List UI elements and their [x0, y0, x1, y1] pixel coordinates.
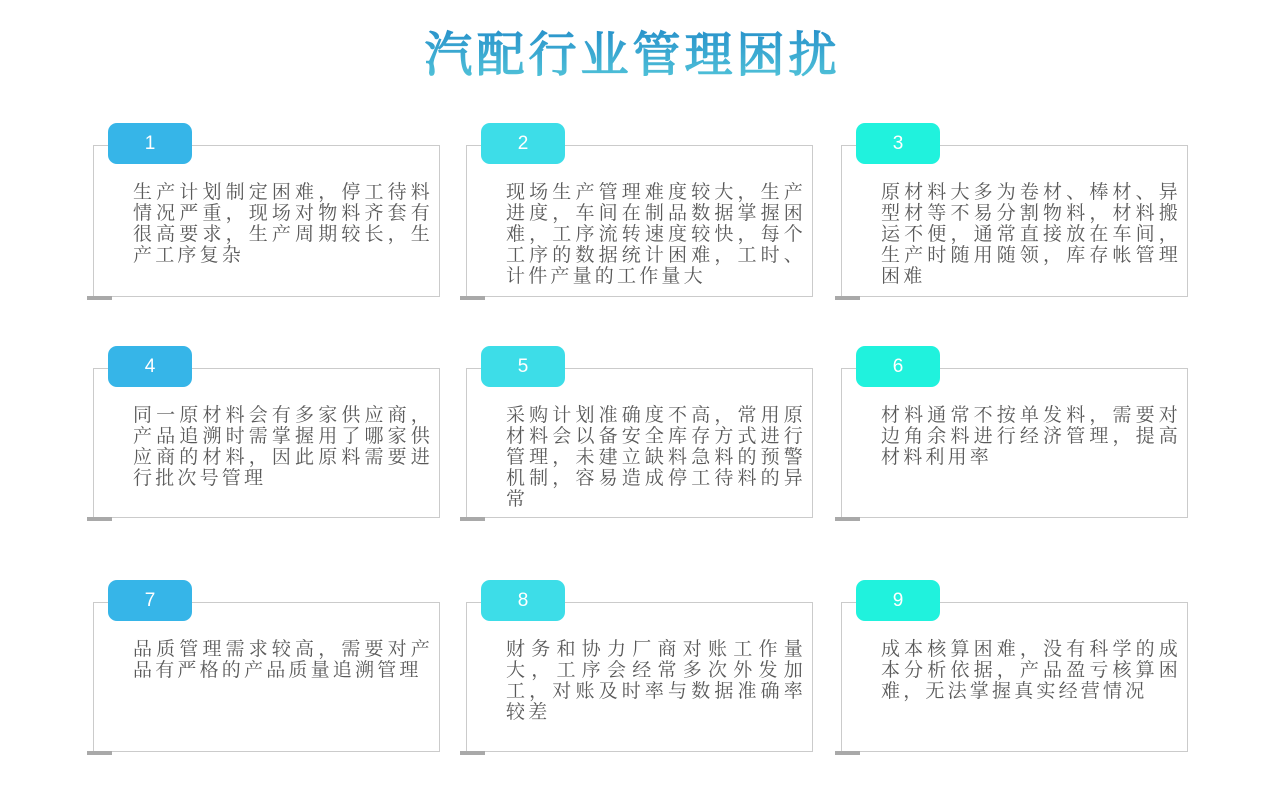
card-3 — [841, 133, 1188, 297]
card-2-text: 现场生产管理难度较大，生产进度，车间在制品数据掌握困难，工序流转速度较快，每个工序的数据统计困难，工时、计件产量的工作量大 — [506, 182, 806, 287]
card-7-number-tab: 7 — [108, 580, 192, 621]
card-8-text: 财务和协力厂商对账工作量大，工序会经常多次外发加工，对账及时率与数据准确率较差 — [506, 639, 806, 723]
card-9 — [841, 590, 1188, 752]
card-1-text: 生产计划制定困难，停工待料情况严重，现场对物料齐套有很高要求，生产周期较长，生产工序复杂 — [133, 182, 433, 266]
card-6-number-tab: 6 — [856, 346, 940, 387]
card-8-number-tab: 8 — [481, 580, 565, 621]
card-9-number-tab: 9 — [856, 580, 940, 621]
card-4-number-tab: 4 — [108, 346, 192, 387]
card-6 — [841, 356, 1188, 518]
card-7 — [93, 590, 440, 752]
card-6-text: 材料通常不按单发料，需要对边角余料进行经济管理，提高材料利用率 — [881, 405, 1181, 468]
card-4-text: 同一原材料会有多家供应商，产品追溯时需掌握用了哪家供应商的材料，因此原料需要进行批次号管理 — [133, 405, 433, 489]
card-3-number-tab: 3 — [856, 123, 940, 164]
card-5-text: 采购计划准确度不高，常用原材料会以备安全库存方式进行管理，未建立缺料急料的预警机制，容易造成停工待料的异常 — [506, 405, 806, 510]
card-9-text: 成本核算困难，没有科学的成本分析依据，产品盈亏核算困难，无法掌握真实经营情况 — [881, 639, 1181, 702]
card-7-text: 品质管理需求较高，需要对产品有严格的产品质量追溯管理 — [133, 639, 433, 681]
card-2 — [466, 133, 813, 297]
card-3-text: 原材料大多为卷材、棒材、异型材等不易分割物料，材料搬运不便，通常直接放在车间，生产时随用随领，库存帐管理困难 — [881, 182, 1181, 287]
page-title: 汽配行业管理困扰 — [0, 16, 1265, 85]
card-1 — [93, 133, 440, 297]
card-8 — [466, 590, 813, 752]
card-5 — [466, 356, 813, 518]
card-1-number-tab: 1 — [108, 123, 192, 164]
card-4 — [93, 356, 440, 518]
card-2-number-tab: 2 — [481, 123, 565, 164]
card-5-number-tab: 5 — [481, 346, 565, 387]
